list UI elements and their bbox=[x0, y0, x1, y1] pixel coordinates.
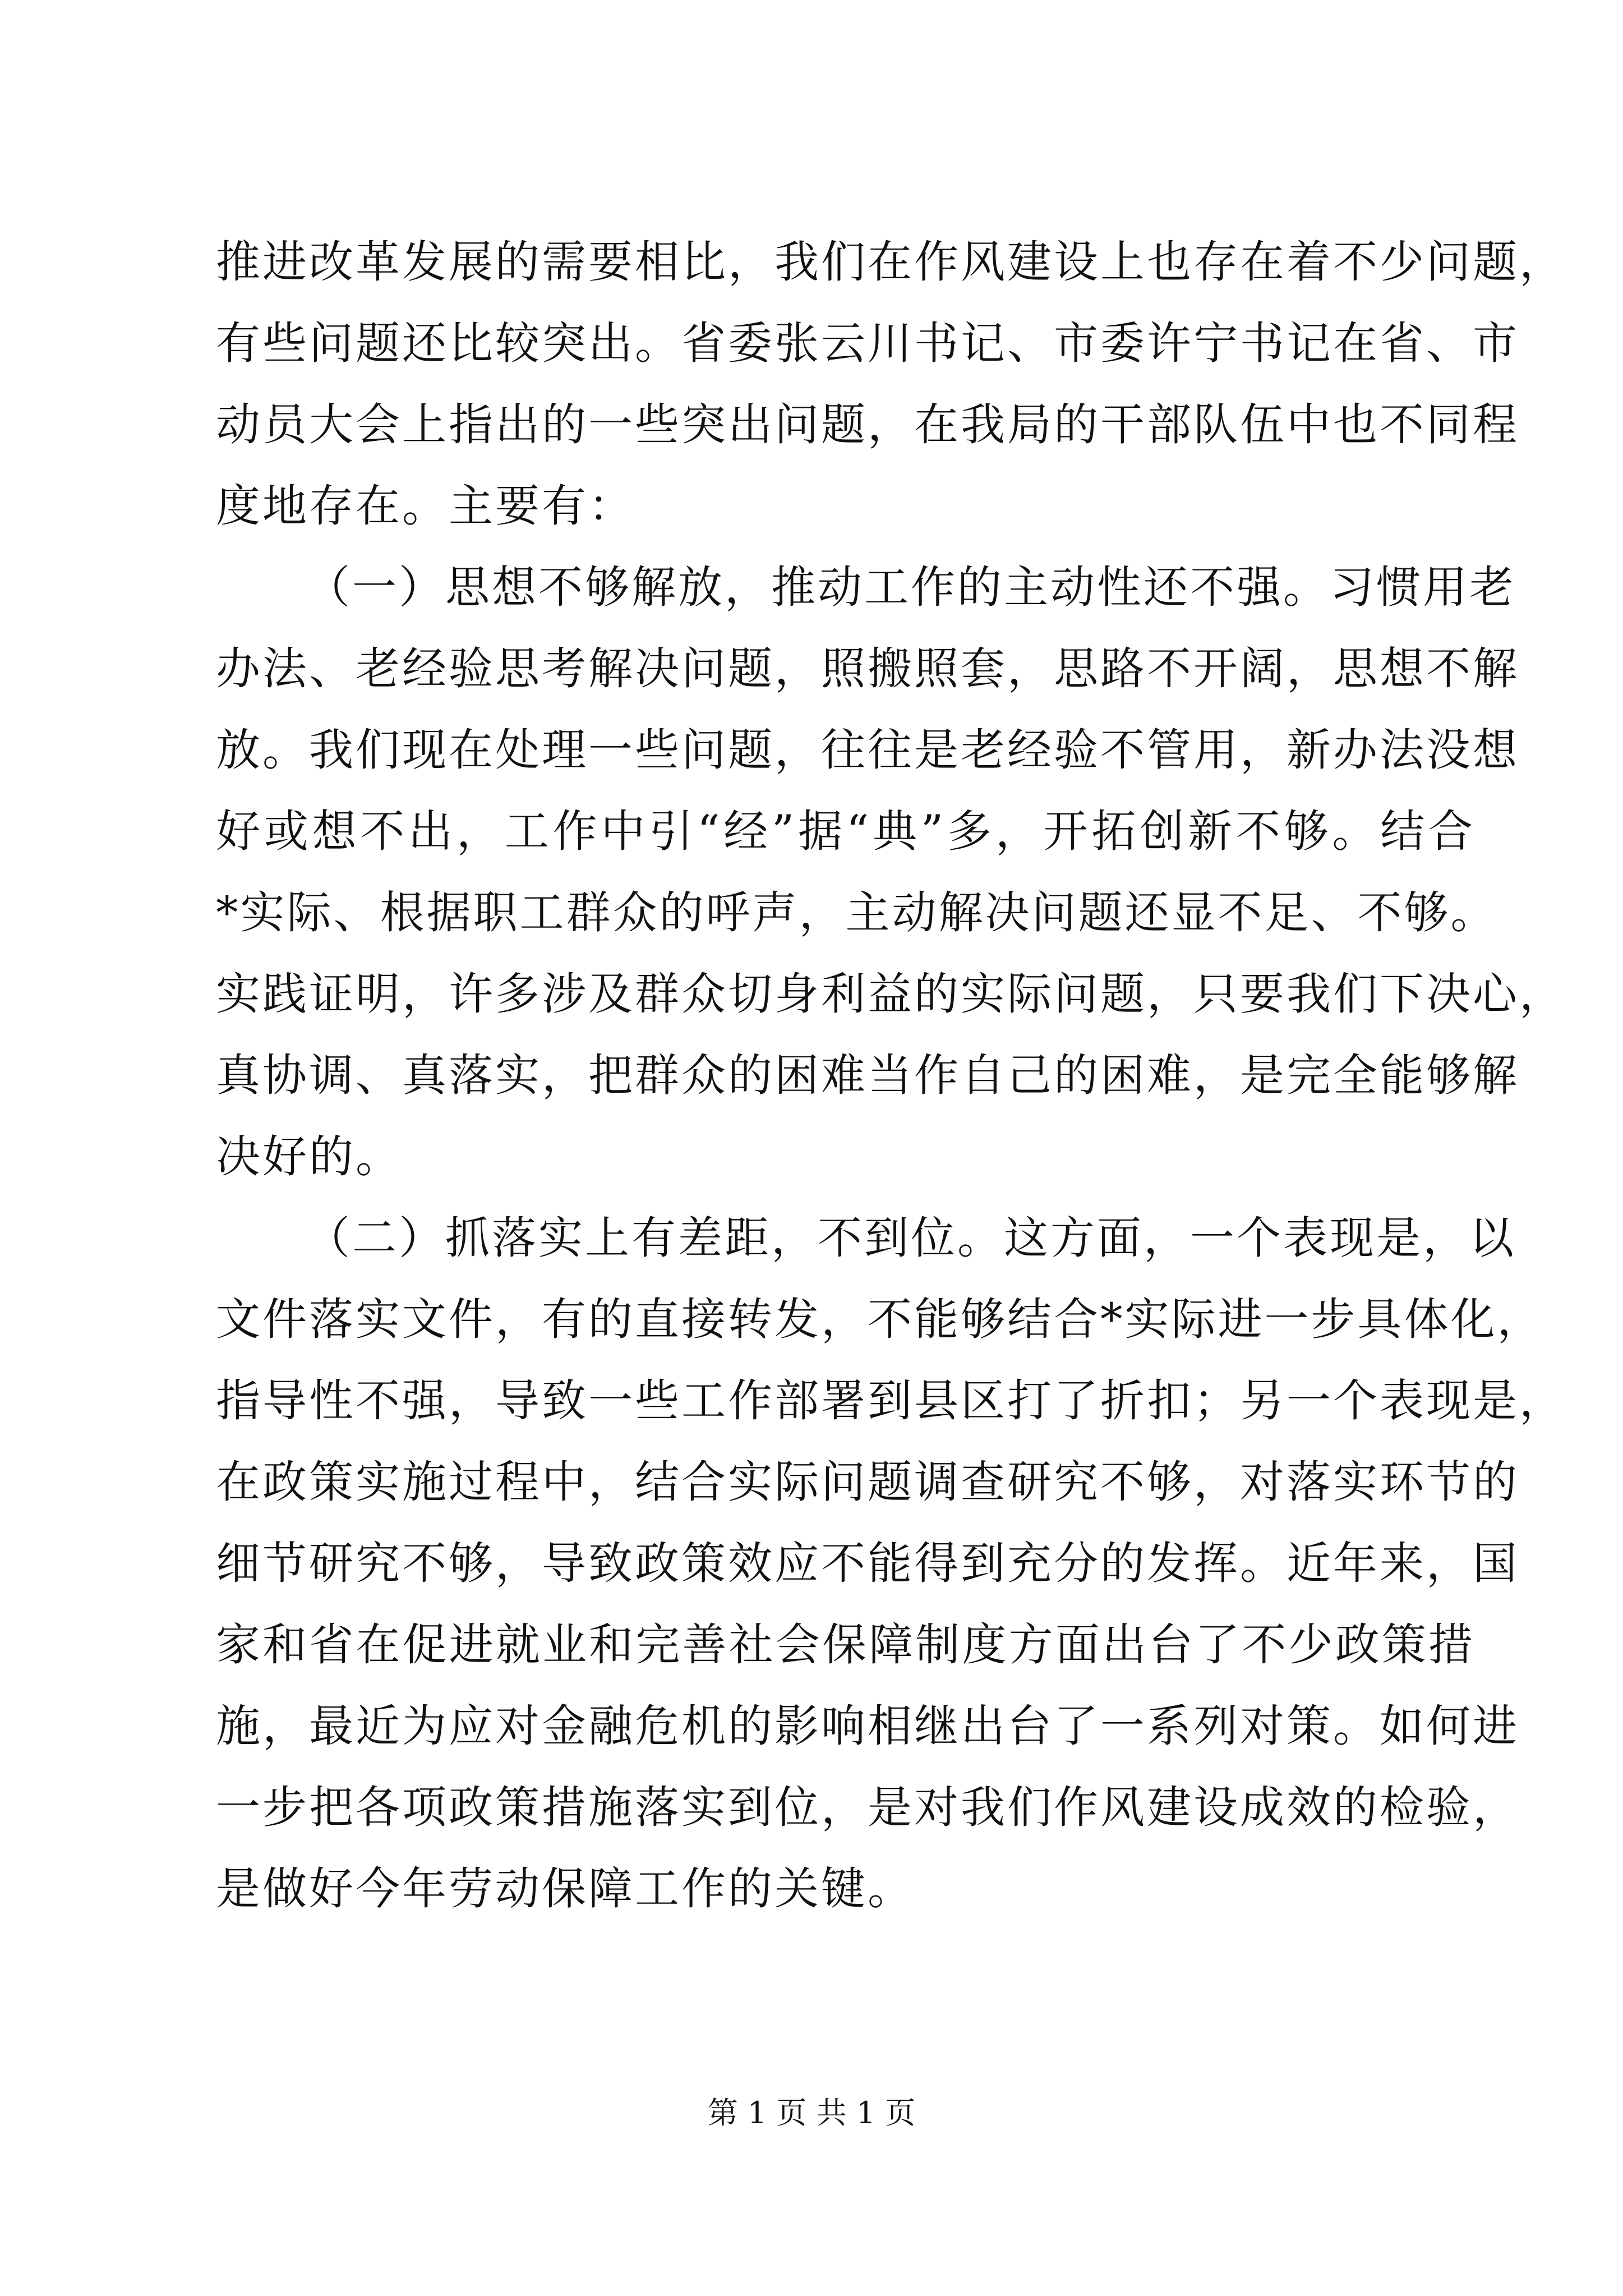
body-line: 有些问题还比较突出。省委张云川书记、市委许宁书记在省、市 bbox=[216, 318, 1519, 369]
body-line: 好或想不出，工作中引“经”据“典”多，开拓创新不够。结合 bbox=[216, 806, 1475, 857]
body-line: 推进改革发展的需要相比，我们在作风建设上也存在着不少问题， bbox=[216, 236, 1566, 288]
body-line: 文件落实文件，有的直接转发，不能够结合*实际进一步具体化， bbox=[216, 1294, 1544, 1345]
page-number-footer: 第 1 页 共 1 页 bbox=[707, 2095, 916, 2131]
body-line: 度地存在。主要有： bbox=[216, 480, 635, 532]
body-line: 是做好今年劳动保障工作的关键。 bbox=[216, 1863, 914, 1915]
body-line: 办法、老经验思考解决问题，照搬照套，思路不开阔，思想不解 bbox=[216, 643, 1519, 694]
body-line: 施，最近为应对金融危机的影响相继出台了一系列对策。如何进 bbox=[216, 1700, 1519, 1752]
body-line: 细节研究不够，导致政策效应不能得到充分的发挥。近年来，国 bbox=[216, 1538, 1519, 1589]
document-body bbox=[216, 222, 1566, 1930]
body-line: 动员大会上指出的一些突出问题，在我局的干部队伍中也不同程 bbox=[216, 399, 1519, 450]
body-line: *实际、根据职工群众的呼声，主动解决问题还显不足、不够。 bbox=[216, 887, 1497, 938]
body-line: 一步把各项政策措施落实到位，是对我们作风建设成效的检验， bbox=[216, 1782, 1519, 1833]
body-line: 在政策实施过程中，结合实际问题调查研究不够，对落实环节的 bbox=[216, 1456, 1519, 1508]
body-line: 指导性不强，导致一些工作部署到县区打了折扣；另一个表现是， bbox=[216, 1375, 1566, 1427]
body-line: 家和省在促进就业和完善社会保障制度方面出台了不少政策措 bbox=[216, 1619, 1475, 1671]
body-line: 放。我们现在处理一些问题，往往是老经验不管用，新办法没想 bbox=[216, 724, 1519, 776]
section-heading-line: （一）思想不够解放，推动工作的主动性还不强。习惯用老 bbox=[306, 562, 1516, 613]
body-line: 真协调、真落实，把群众的困难当作自己的困难，是完全能够解 bbox=[216, 1050, 1519, 1101]
body-line: 决好的。 bbox=[216, 1131, 402, 1182]
section-heading-line: （二）抓落实上有差距，不到位。这方面，一个表现是，以 bbox=[306, 1212, 1516, 1264]
body-line: 实践证明，许多涉及群众切身利益的实际问题，只要我们下决心， bbox=[216, 968, 1566, 1020]
